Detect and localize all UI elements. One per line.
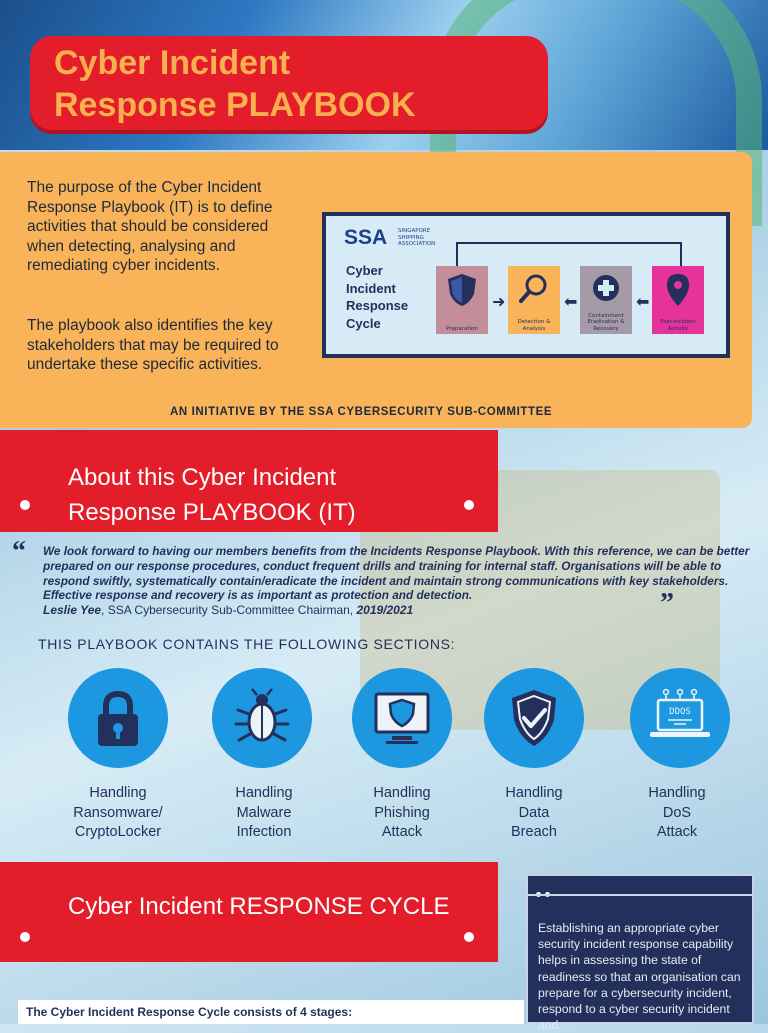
svg-text:DDOS: DDOS bbox=[669, 707, 691, 717]
ssa-logo-subtitle: SINGAPORE SHIPPING ASSOCIATION bbox=[398, 228, 436, 247]
stage-detection-analysis: Detection & Analysis bbox=[508, 266, 560, 334]
section-label-dos: Handling DoS Attack bbox=[648, 785, 706, 840]
section-icon-circle bbox=[484, 668, 584, 768]
stage-containment: Containment Eradication & Recovery bbox=[580, 266, 632, 334]
section-label-data-breach: Handling Data Breach bbox=[505, 785, 563, 840]
cycle-loop-arrow bbox=[456, 242, 682, 266]
section-label-malware: Handling Malware Infection bbox=[235, 785, 293, 840]
padlock-icon bbox=[86, 686, 150, 750]
section-label-phishing: Handling Phishing Attack bbox=[373, 785, 431, 840]
ddos-laptop-icon bbox=[648, 686, 712, 750]
section-icon-circle bbox=[352, 668, 452, 768]
page-title: Cyber Incident Response PLAYBOOK bbox=[54, 44, 416, 124]
readiness-card bbox=[526, 874, 754, 1033]
readiness-text: Establishing an appropriate cyber security incident response capability helps in assessing the state of readiness so that an organisation can prepare for a cybersecurity incident, respond to a cyber security incident and bbox=[538, 921, 741, 1033]
banner-dot bbox=[20, 932, 30, 942]
arrow-left-icon: ⬅ bbox=[564, 292, 578, 311]
about-title: About this Cyber Incident Response PLAYBOOK (IT) bbox=[68, 464, 356, 526]
response-cycle-title: Cyber Incident RESPONSE CYCLE bbox=[68, 893, 450, 920]
about-section-banner bbox=[0, 430, 498, 532]
intro-panel bbox=[0, 152, 752, 428]
shield-icon bbox=[446, 272, 478, 308]
location-pin-icon bbox=[662, 272, 694, 308]
response-cycle-banner bbox=[0, 862, 498, 962]
initiative-line: AN INITIATIVE BY THE SSA CYBERSECURITY SUB-COMMITTEE bbox=[170, 406, 553, 418]
magnifier-icon bbox=[518, 272, 550, 306]
banner-dot bbox=[20, 500, 30, 510]
response-cycle-graphic bbox=[322, 212, 730, 358]
intro-paragraph-2: The playbook also identifies the key stakeholders that may be required to undertake these specific activities. bbox=[27, 317, 279, 373]
section-icon-circle bbox=[68, 668, 168, 768]
stage-preparation: Preparation bbox=[436, 266, 488, 334]
window-dots bbox=[536, 882, 554, 901]
intro-paragraph-1: The purpose of the Cyber Incident Response Playbook (IT) is to define activities that should be considered when detecting, analysing and remediating cyber incidents. bbox=[27, 179, 273, 274]
title-banner bbox=[30, 36, 548, 130]
arrow-left-icon: ⬅ bbox=[636, 292, 650, 311]
arrow-right-icon: ➜ bbox=[492, 292, 506, 311]
shield-check-icon bbox=[502, 686, 566, 750]
stages-intro: The Cyber Incident Response Cycle consists of 4 stages: bbox=[26, 1005, 353, 1019]
ssa-logo: SSA bbox=[344, 226, 388, 249]
stages-intro-strip bbox=[18, 1000, 524, 1024]
stage-post-incident: Post-Incident Activity bbox=[652, 266, 704, 334]
close-quote-icon: ” bbox=[660, 588, 674, 619]
chairman-quote: We look forward to having our members benefits from the Incidents Response Playbook. With this reference, we can be better prepared on our response procedures, conduct frequent drills and training for internal staff. Organisations will be able to respond swiftly, systematically contain/eradicate the incident and maintain strong communications with key stakeholders. Effective response and recovery is as important as protection and detection. bbox=[43, 544, 750, 603]
monitor-shield-icon bbox=[370, 686, 434, 750]
medical-cross-icon bbox=[590, 272, 622, 304]
sections-title: THIS PLAYBOOK CONTAINS THE FOLLOWING SECTIONS: bbox=[38, 636, 456, 652]
banner-dot bbox=[464, 932, 474, 942]
quote-author: Leslie Yee, SSA Cybersecurity Sub-Committee Chairman, 2019/2021 bbox=[43, 603, 414, 617]
section-label-ransomware: Handling Ransomware/ CryptoLocker bbox=[73, 785, 163, 840]
banner-dot bbox=[464, 500, 474, 510]
section-icon-circle bbox=[630, 668, 730, 768]
section-icon-circle bbox=[212, 668, 312, 768]
open-quote-icon: “ bbox=[12, 536, 26, 567]
cycle-label: Cyber Incident Response Cycle bbox=[346, 263, 409, 331]
bug-icon bbox=[230, 686, 294, 750]
